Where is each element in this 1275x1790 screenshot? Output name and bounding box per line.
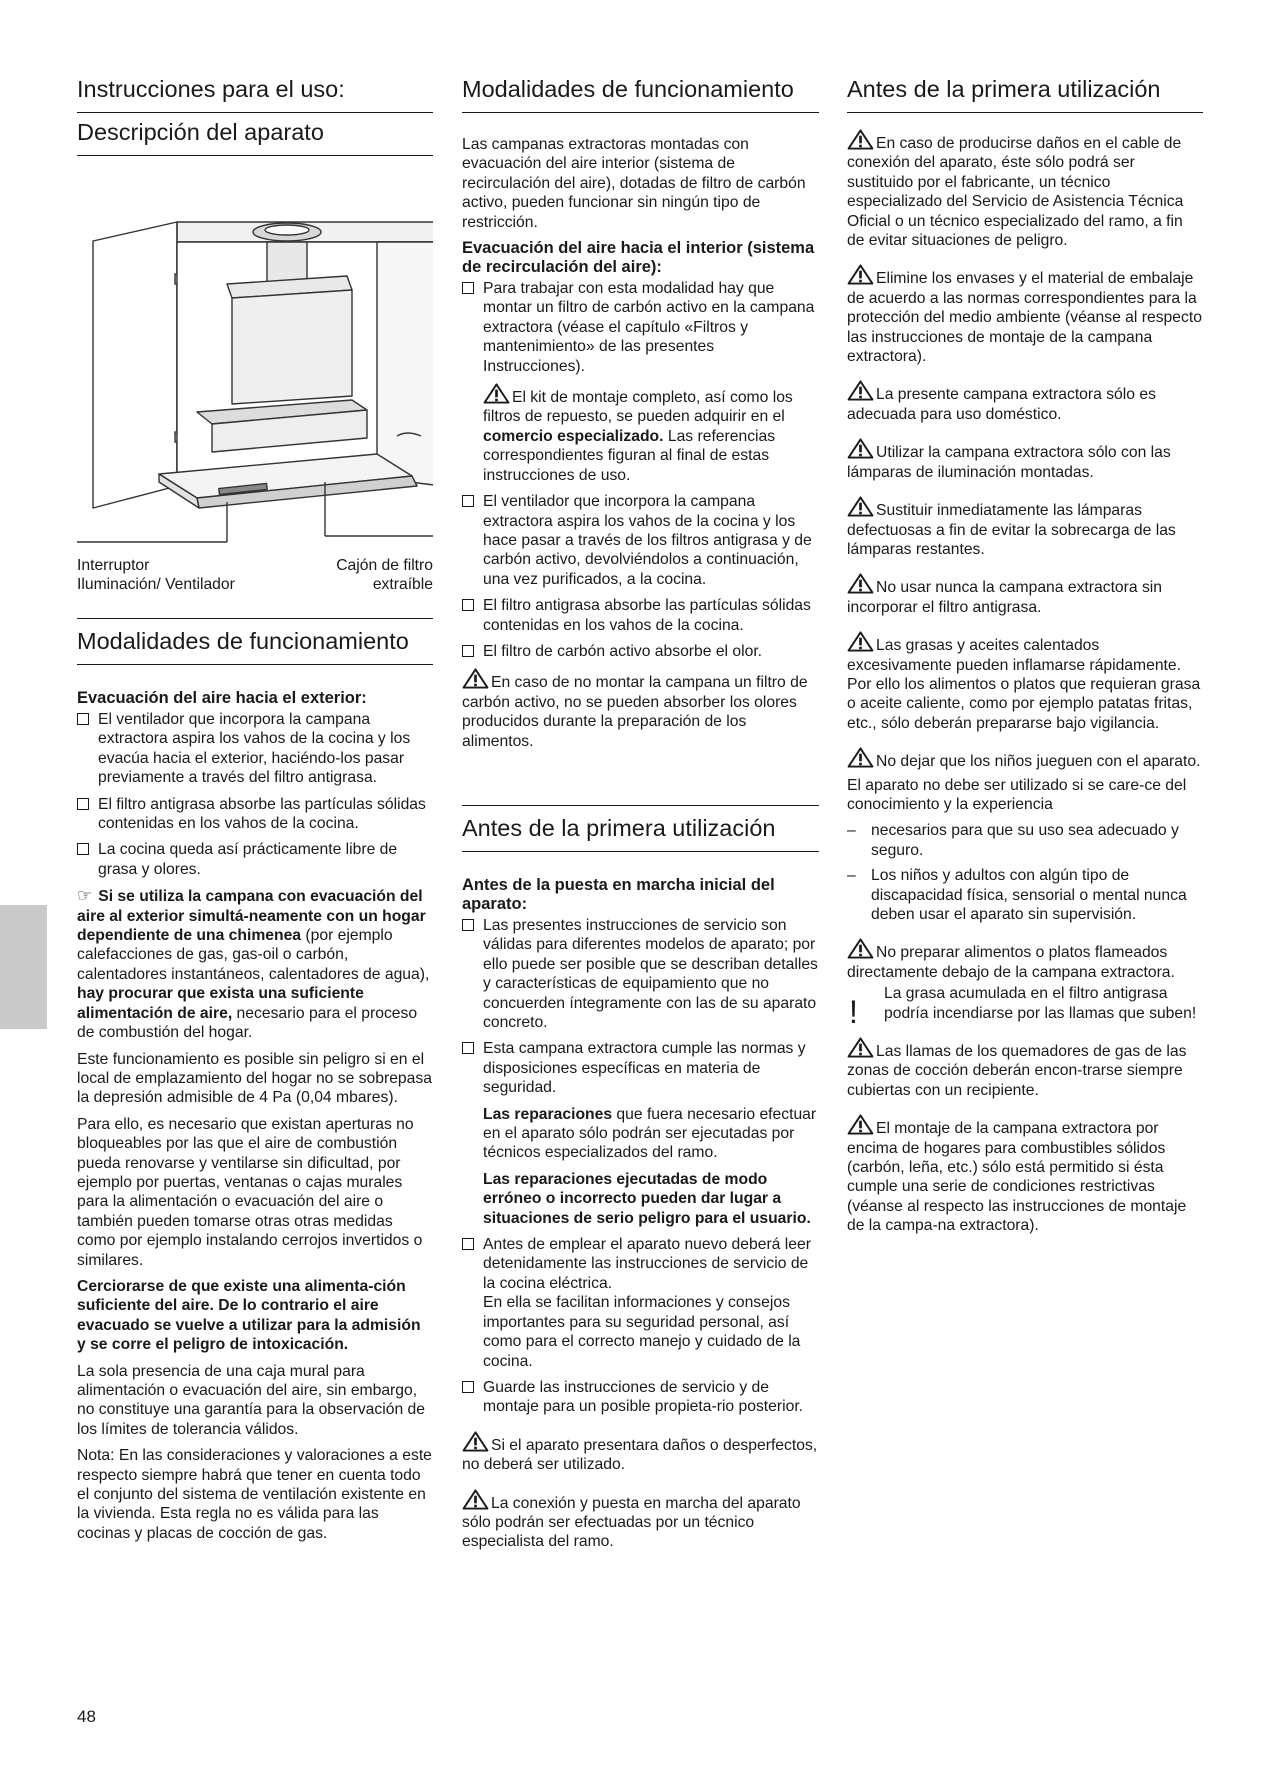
caption-switch-line1: Interruptor [77, 557, 150, 574]
paragraph-wall-box: La sola presencia de una caja mural para alimentación o evacuación del aire, sin embargo, no constituye una garantía para la observación de los límites de tolerancia válidos. [77, 1362, 425, 1438]
warning-carbon-filter: En caso de no montar la campana un filtro de carbón activo, no se pueden absorber los olores producidos durante la preparación de los alimentos. [462, 668, 819, 751]
checkbox-bullet-icon [462, 645, 474, 657]
list-item: El filtro antigrasa absorbe las partículas sólidas contenidas en los vahos de la cocina. [77, 795, 433, 834]
heading-modalidades-1: Modalidades de funcionamiento [77, 618, 433, 665]
column-1 [77, 70, 433, 1550]
paragraph-openings: Para ello, es necesario que existan aperturas no bloqueables por las que el aire de combustión pueda renovarse y ventilarse sin dificultad, por ejemplo por puertas, ventanas o cajas murales para la alimentación o evacuación del aire o también pueden tomarse otras otras medidas como por ejemplo instalando cerrojos invertidos o similares. [77, 1115, 423, 1269]
list-item: Para trabajar con esta modalidad hay que montar un filtro de carbón activo en la campana extractora (véase el capítulo «Filtros y mantenimiento» de las presentes Instrucciones). [462, 279, 819, 376]
appliance-figure [77, 186, 433, 593]
warning-triangle-icon [847, 1114, 874, 1135]
checkbox-bullet-icon [77, 713, 89, 725]
checkbox-bullet-icon [462, 599, 474, 611]
warning-lamps-mounted: Utilizar la campana extractora sólo con las lámparas de iluminación montadas. [847, 438, 1203, 482]
column-2 [462, 70, 819, 1566]
page-number: 48 [77, 1707, 96, 1726]
caption-filter-drawer [336, 556, 433, 594]
warning-grease-filter: No usar nunca la campana extractora sin incorporar el filtro antigrasa. [847, 573, 1203, 617]
warning-triangle-icon [847, 631, 874, 652]
warning-triangle-icon [847, 129, 874, 150]
warning-lamps-replace: Sustituir inmediatamente las lámparas defectuosas a fin de evitar la sobrecarga de las lámparas restantes. [847, 496, 1203, 559]
checkbox-bullet-icon [77, 798, 89, 810]
column-3 [847, 70, 1203, 1250]
heading-instrucciones: Instrucciones para el uso: [77, 70, 433, 113]
checkbox-bullet-icon [462, 495, 474, 507]
note-grease-fire: ! La grasa acumulada en el filtro antigrasa podría incendiarse por las llamas que suben! [849, 985, 1197, 1031]
warning-triangle-icon [462, 668, 489, 689]
list-item: Esta campana extractora cumple las normas y disposiciones específicas en materia de seguridad. [462, 1039, 819, 1097]
list-item: La cocina queda así prácticamente libre de grasa y olores. [77, 840, 433, 879]
paragraph-note: Nota: En las consideraciones y valoraciones a este respecto siempre habrá que tener en cuenta todo el conjunto del sistema de ventilación existente en la vivienda. Esta regla no es válida para las cocinas y placas de cocción de gas. [77, 1447, 432, 1542]
warning-connection: La conexión y puesta en marcha del aparato sólo podrán ser efectuadas por un técnico especialista del ramo. [462, 1489, 819, 1552]
warning-kit: El kit de montaje completo, así como los filtros de repuesto, se pueden adquirir en el comercio especializado. Las referencias correspondientes figuran al final de estas instrucciones de uso. [462, 383, 819, 485]
warning-flambe: No preparar alimentos o platos flameados directamente debajo de la campana extractora. [847, 938, 1203, 982]
paragraph-repairs: Las reparaciones que fuera necesario efectuar en el aparato sólo podrán ser ejecutadas por técnicos especializados del ramo. [483, 1105, 817, 1162]
list-item: Las presentes instrucciones de servicio son válidas para diferentes modelos de aparato; por ello puede ser posible que se describan detalles y características de equipamiento que no concuerden íntegramente con las de su aparato concreto. [462, 916, 819, 1032]
paragraph-intoxication: Cerciorarse de que existe una alimenta-ción suficiente del aire. De lo contrario el aire evacuado se vuelve a utilizar para la admisión y se corre el peligro de intoxicación. [77, 1277, 421, 1354]
paragraph-knowledge: El aparato no debe ser utilizado si se care-ce del conocimiento y la experiencia [847, 776, 1187, 813]
checkbox-bullet-icon [462, 282, 474, 294]
heading-antes-2: Antes de la primera utilización [847, 70, 1203, 113]
list-item: El ventilador que incorpora la campana extractora aspira los vahos de la cocina y los evacúa hacia el exterior, haciéndo-los pasar previamente a través del filtro antigrasa. [77, 710, 433, 788]
heading-descripcion: Descripción del aparato [77, 113, 433, 156]
paragraph-repairs-danger: Las reparaciones ejecutadas de modo erróneo o incorrecto pueden dar lugar a situaciones de serio peligro para el usuario. [483, 1170, 811, 1227]
list-item: El filtro de carbón activo absorbe el olor. [462, 642, 819, 661]
warning-triangle-icon [462, 1489, 489, 1510]
caption-filter-line2: extraíble [372, 576, 433, 593]
caption-filter-line1: Cajón de filtro [336, 557, 433, 574]
list-item: – necesarios para que su uso sea adecuado y seguro. [847, 822, 1179, 859]
checkbox-bullet-icon [462, 1238, 474, 1250]
warning-triangle-icon [483, 383, 510, 404]
warning-domestic: La presente campana extractora sólo es adecuada para uso doméstico. [847, 380, 1203, 424]
checkbox-bullet-icon [462, 1381, 474, 1393]
warning-triangle-icon [462, 1431, 489, 1452]
subheading-interior: Evacuación del aire hacia el interior (sistema de recirculación del aire): [462, 239, 815, 277]
warning-triangle-icon [847, 264, 874, 285]
heading-antes-1: Antes de la primera utilización [462, 805, 819, 852]
subheading-exterior: Evacuación del aire hacia el exterior: [77, 689, 367, 707]
warning-damage: Si el aparato presentara daños o desperfectos, no deberá ser utilizado. [462, 1431, 819, 1475]
warning-triangle-icon [847, 496, 874, 517]
warning-triangle-icon [847, 438, 874, 459]
caption-switch [77, 556, 235, 594]
exclamation-icon: ! [849, 994, 858, 1031]
warning-triangle-icon [847, 938, 874, 959]
pointing-hand-icon: ☞ [77, 886, 93, 906]
warning-gas-flames: Las llamas de los quemadores de gas de las zonas de cocción deberán encon-trarse siempre cubiertas con un recipiente. [847, 1037, 1203, 1100]
warning-cable: En caso de producirse daños en el cable de conexión del aparato, éste sólo podrá ser sustituido por el fabricante, un técnico especializado del Servicio de Asistencia Técnica Oficial o un técnico especializado del ramo, a fin de evitar situaciones de peligro. [847, 129, 1203, 250]
checkbox-bullet-icon [77, 843, 89, 855]
paragraph-intro: Las campanas extractoras montadas con evacuación del aire interior (sistema de recirculación del aire), dotadas de filtro de carbón activo, pueden funcionar sin ningún tipo de restricción. [462, 136, 806, 231]
warning-triangle-icon [847, 1037, 874, 1058]
range-hood-illustration [77, 186, 433, 558]
warning-triangle-icon [847, 747, 874, 768]
side-tab-marker [0, 905, 47, 1029]
chimney-warning: ☞ Si se utiliza la campana con evacuación del aire al exterior simultá-neamente con un hogar dependiente de una chimenea (por ejemplo calefacciones de gas, gas-oil o carbón, calentadores instantáneos, calentadores de agua), hay procurar que exista una suficiente alimentación de aire, necesario para el proceso de combustión del hogar. [77, 886, 430, 1042]
warning-triangle-icon [847, 573, 874, 594]
checkbox-bullet-icon [462, 1042, 474, 1054]
heading-modalidades-2: Modalidades de funcionamiento [462, 70, 819, 113]
warning-hot-oil: Las grasas y aceites calentados excesivamente pueden inflamarse rápidamente. Por ello los alimentos o platos que requieran grasa o aceite caliente, como por ejemplo patatas fritas, etc., sólo deberán prepararse bajo vigilancia. [847, 631, 1203, 733]
warning-solid-fuel: El montaje de la campana extractora por encima de hogares para combustibles sólidos (carbón, leña, etc.) sólo está permitido si ésta cumple una serie de condiciones restrictivas (véanse al respecto las instrucciones de montaje de la campa-na extractora). [847, 1114, 1203, 1235]
warning-triangle-icon [847, 380, 874, 401]
caption-switch-line2: Iluminación/ Ventilador [77, 576, 235, 593]
list-item: – Los niños y adultos con algún tipo de discapacidad física, sensorial o mental nunca deben usar el aparato sin supervisión. [847, 867, 1187, 923]
paragraph-depression: Este funcionamiento es posible sin peligro si en el local de emplazamiento del hogar no se sobrepasa la depresión admisible de 4 Pa (0,04 mbares). [77, 1050, 432, 1107]
warning-packaging: Elimine los envases y el material de embalaje de acuerdo a las normas correspondientes para la protección del medio ambiente (véanse al respecto las instrucciones de montaje de la campana extractora). [847, 264, 1203, 366]
list-item: Antes de emplear el aparato nuevo deberá leer detenidamente las instrucciones de servicio de la cocina eléctrica. En ella se facilitan informaciones y consejos importantes para su seguridad personal, así como para el correcto manejo y cuidado de la cocina. [462, 1235, 819, 1371]
list-item: Guarde las instrucciones de servicio y de montaje para un posible propieta-rio posterior. [462, 1378, 819, 1417]
list-item: El ventilador que incorpora la campana extractora aspira los vahos de la cocina y los hace pasar a través de los filtros antigrasa y de carbón activo, devolviéndolos a continuación, una vez purificados, a la cocina. [462, 492, 819, 589]
checkbox-bullet-icon [462, 919, 474, 931]
warning-children: No dejar que los niños jueguen con el aparato. [847, 747, 1203, 771]
subheading-puesta-en-marcha: Antes de la puesta en marcha inicial del aparato: [462, 875, 775, 913]
list-item: El filtro antigrasa absorbe las partículas sólidas contenidas en los vahos de la cocina. [462, 596, 819, 635]
